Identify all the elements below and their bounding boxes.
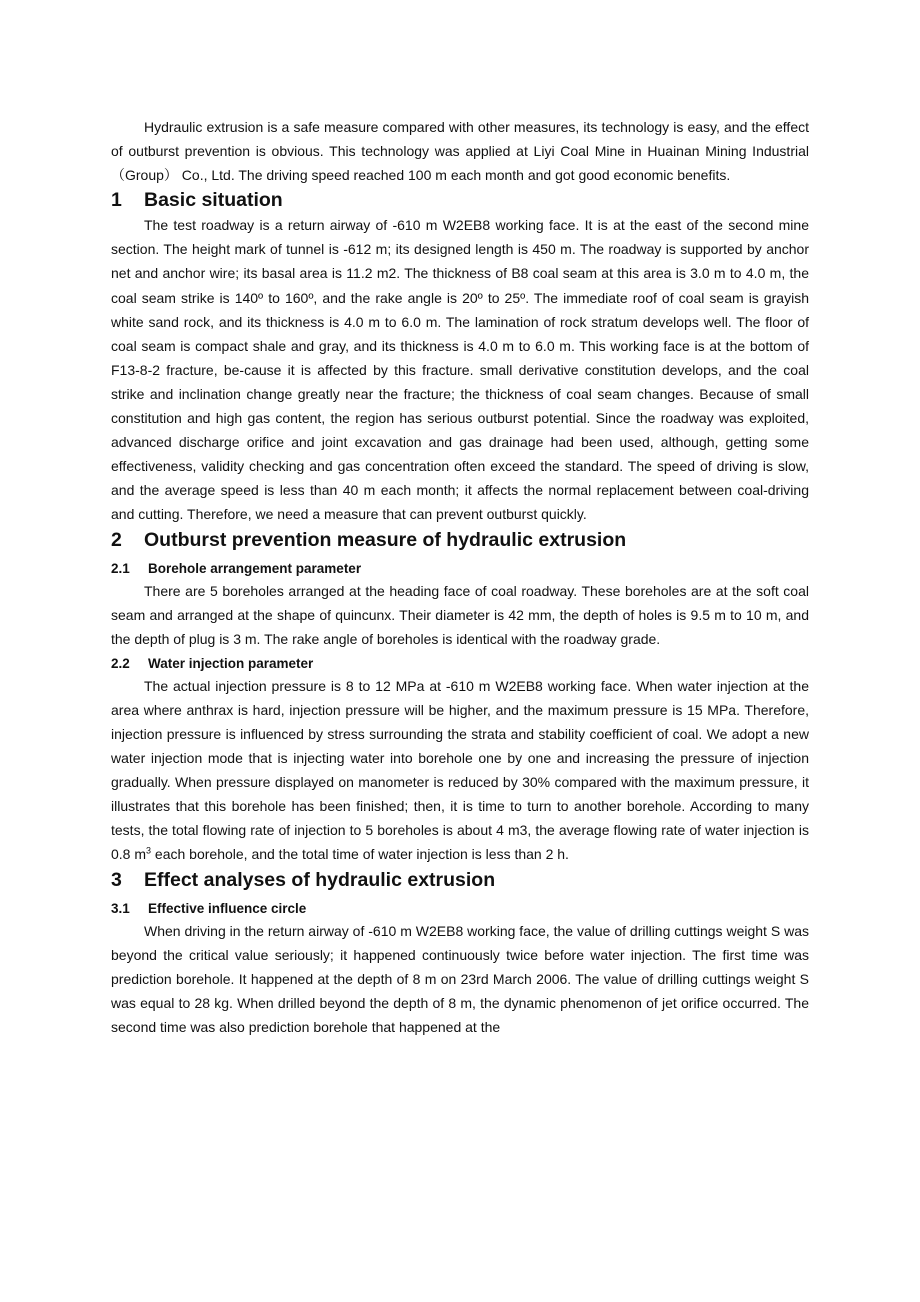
subsection-title: Borehole arrangement parameter	[148, 560, 362, 576]
section-1-paragraph: The test roadway is a return airway of -610 m W2EB8 working face. It is at the east of the second mine section. The height mark of tunnel is -612 m; its designed length is 450 m. The roadway is supported by anchor net and anchor wire; its basal area is 11.2 m2. The thickness of B8 coal seam at this area is 3.0 m to 4.0 m, the coal seam strike is 140º to 160º, and the rake angle is 20º to 25º. The immediate roof of coal seam is grayish white sand rock, and its thickness is 4.0 m to 6.0 m. The lamination of rock stratum develops well. The floor of coal seam is compact shale and gray, and its thickness is 4.0 m to 6.0 m. This working face is at the bottom of F13-8-2 fracture, be-cause it is affected by this fracture. small derivative constitution develops, and the coal strike and inclination change greatly near the fracture; the thickness of coal seam changes. Because of small constitution and high gas content, the region has serious outburst potential. Since the roadway was exploited, advanced discharge orifice and joint excavation and gas drainage had been used, although, getting some effectiveness, validity checking and gas concentration often exceed the standard. The speed of driving is slow, and the average speed is less than 40 m each month; it affects the normal replacement between coal-driving and cutting. Therefore, we need a measure that can prevent outburst quickly.	[111, 217, 809, 523]
superscript: 3	[146, 845, 152, 856]
section-1-heading	[111, 187, 809, 213]
subsection-title: Effective influence circle	[148, 900, 307, 916]
paper-body	[111, 115, 809, 1039]
subsection-2-2-paragraph	[111, 674, 809, 867]
subsection-2-1-paragraph: There are 5 boreholes arranged at the heading face of coal roadway. These boreholes are at the soft coal seam and arranged at the shape of quincunx. Their diameter is 42 mm, the depth of holes is 9.5 m to 10 m, and the depth of plug is 3 m. The rake angle of boreholes is identical with the roadway grade.	[111, 582, 809, 647]
section-2-heading	[111, 527, 809, 553]
subsection-title: Water injection parameter	[148, 655, 314, 671]
subsection-3-1-paragraph: When driving in the return airway of -610 m W2EB8 working face, the value of drilling cuttings weight S was beyond the critical value seriously; it happened continuously twice before water injection. The first time was prediction borehole. It happened at the depth of 8 m on 23rd March 2006. The value of drilling cuttings weight S was equal to 28 kg. When drilled beyond the depth of 8 m, the dynamic phenomenon of jet orifice occurred. The second time was also prediction borehole that happened at the	[111, 922, 809, 1035]
intro-paragraph: Hydraulic extrusion is a safe measure compared with other measures, its technology is easy, and the effect of outburst prevention is obvious. This technology was applied at Liyi Coal Mine in Huainan Mining Industrial （Group） Co., Ltd. The driving speed reached 100 m each month and got good economic benefits.	[111, 119, 809, 184]
subsection-2-1-heading	[111, 559, 809, 579]
section-title: Effect analyses of hydraulic extrusion	[144, 868, 496, 891]
subsection-number: 2.1	[111, 560, 130, 576]
section-title: Basic situation	[144, 189, 283, 212]
section-number: 3	[111, 868, 122, 891]
section-number: 2	[111, 528, 122, 551]
subsection-3-1-heading	[111, 899, 809, 919]
subsection-number: 3.1	[111, 900, 130, 916]
paragraph-text: each borehole, and the total time of water injection is less than 2 h.	[151, 846, 569, 863]
section-3-heading	[111, 867, 809, 893]
subsection-number: 2.2	[111, 655, 130, 671]
section-number: 1	[111, 189, 122, 212]
subsection-2-2-heading	[111, 654, 809, 674]
paragraph-text: The actual injection pressure is 8 to 12 MPa at -610 m W2EB8 working face. When water injection at the area where anthrax is hard, injection pressure will be higher, and the maximum pressure is 15 MPa. Therefore, injection pressure is influenced by stress surrounding the strata and stability coefficient of coal. We adopt a new water injection mode that is injecting water into borehole one by one and increasing the pressure of injection gradually. When pressure displayed on manometer is reduced by 30% compared with the maximum pressure, it illustrates that this borehole has been finished; then, it is time to turn to another borehole. According to many tests, the total flowing rate of injection to 5 boreholes is about 4 m3, the average flowing rate of water injection is 0.8 m	[111, 677, 809, 863]
section-title: Outburst prevention measure of hydraulic extrusion	[144, 528, 627, 551]
